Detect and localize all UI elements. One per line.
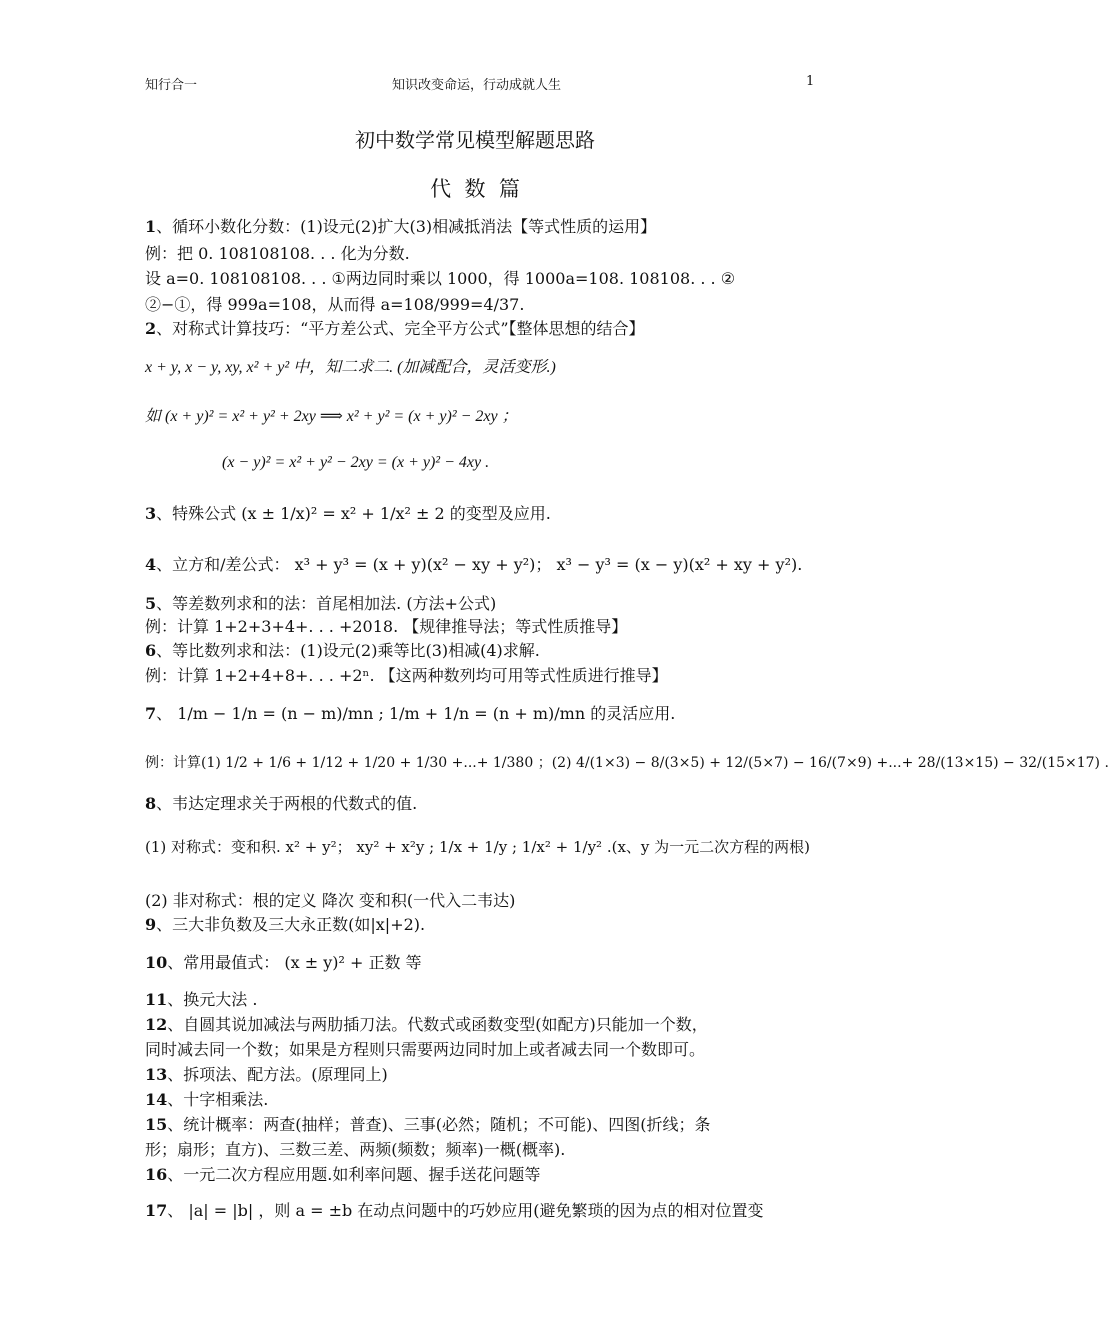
example-line: 例：把 0. 108108108. . . 化为分数. xyxy=(145,244,410,263)
item-2: 2、对称式计算技巧：“平方差公式、完全平方公式”【整体思想的结合】 xyxy=(145,319,645,338)
item-13: 13、拆项法、配方法。(原理同上) xyxy=(145,1065,388,1084)
item-14: 14、十字相乘法. xyxy=(145,1090,269,1109)
example-line: 例：计算 1+2+4+8+. . . +2ⁿ. 【这两种数列均可用等式性质进行推导】 xyxy=(145,666,668,685)
item-17: 17、 |a| = |b| ，则 a = ±b 在动点问题中的巧妙应用(避免繁琐的因为点的相对位置变 xyxy=(145,1201,764,1220)
header-page-number: 1 xyxy=(806,74,815,89)
item-5: 5、等差数列求和的法：首尾相加法. (方法+公式) xyxy=(145,594,497,613)
item-15-continued: 形；扇形；直方)、三数三差、两频(频数；频率)一概(概率). xyxy=(145,1140,566,1159)
item-8: 8、韦达定理求关于两根的代数式的值. xyxy=(145,794,418,813)
formula-line: (x − y)² = x² + y² − 2xy = (x + y)² − 4xy . xyxy=(222,454,490,471)
page-title: 初中数学常见模型解题思路 xyxy=(355,128,595,152)
example-line: 例：计算 1+2+3+4+. . . +2018. 【规律推导法；等式性质推导】 xyxy=(145,617,628,636)
item-15: 15、统计概率：两查(抽样；普查)、三事(必然；随机；不可能)、四图(折线；条 xyxy=(145,1115,711,1134)
item-7: 7、 1/m − 1/n = (n − m)/mn ; 1/m + 1/n = (n + m)/mn 的灵活应用. xyxy=(145,704,676,723)
item-6: 6、等比数列求和法：(1)设元(2)乘等比(3)相减(4)求解. xyxy=(145,641,540,660)
header-center: 知识改变命运，行动成就人生 xyxy=(392,78,562,93)
item-12-continued: 同时减去同一个数；如果是方程则只需要两边同时加上或者减去同一个数即可。 xyxy=(145,1040,706,1059)
sub-item: (2) 非对称式：根的定义 降次 变和积(一代入二韦达) xyxy=(145,891,516,910)
item-text: 、循环小数化分数：(1)设元(2)扩大(3)相减抵消法【等式性质的运用】 xyxy=(156,217,657,236)
section-title: 代 数 篇 xyxy=(430,177,520,201)
sub-item: (1) 对称式：变和积. x² + y²； xy² + x²y ; 1/x + 1/y ; 1/x² + 1/y² .(x、y 为一元二次方程的两根) xyxy=(145,838,810,856)
item-11: 11、换元大法 . xyxy=(145,990,258,1009)
item-10: 10、常用最值式： (x ± y)² + 正数 等 xyxy=(145,953,422,972)
item-12: 12、自圆其说加减法与两肋插刀法。代数式或函数变型(如配方)只能加一个数， xyxy=(145,1015,708,1034)
item-3: 3、特殊公式 (x ± 1/x)² = x² + 1/x² ± 2 的变型及应用. xyxy=(145,504,551,523)
header-left: 知行合一 xyxy=(145,78,198,93)
item-4: 4、立方和/差公式： x³ + y³ = (x + y)(x² − xy + y²)； x³ − y³ = (x − y)(x² + xy + y²). xyxy=(145,555,803,574)
item-number: 1 xyxy=(145,217,157,236)
solution-line: 设 a=0. 108108108. . . ①两边同时乘以 1000，得 1000a=108. 108108. . . ② xyxy=(145,269,736,288)
formula-line: 如 (x + y)² = x² + y² + 2xy ⟹ x² + y² = (x + y)² − 2xy ； xyxy=(145,408,518,425)
item-1 xyxy=(145,214,656,237)
formula-line: x + y, x − y, xy, x² + y² 中，知二求二. (加减配合，灵活变形.) xyxy=(145,359,556,376)
example-line: 例：计算(1) 1/2 + 1/6 + 1/12 + 1/20 + 1/30 +...+ 1/380 ；(2) 4/(1×3) − 8/(3×5) + 12/(5×7) − 16/(7×9) +...+ 28/(13×15) − 32/(15×17) . xyxy=(145,755,1109,771)
item-9: 9、三大非负数及三大永正数(如|x|+2). xyxy=(145,915,426,934)
solution-line: ②−①，得 999a=108，从而得 a=108/999=4/37. xyxy=(145,295,525,314)
item-16: 16、一元二次方程应用题.如利率问题、握手送花问题等 xyxy=(145,1165,541,1184)
